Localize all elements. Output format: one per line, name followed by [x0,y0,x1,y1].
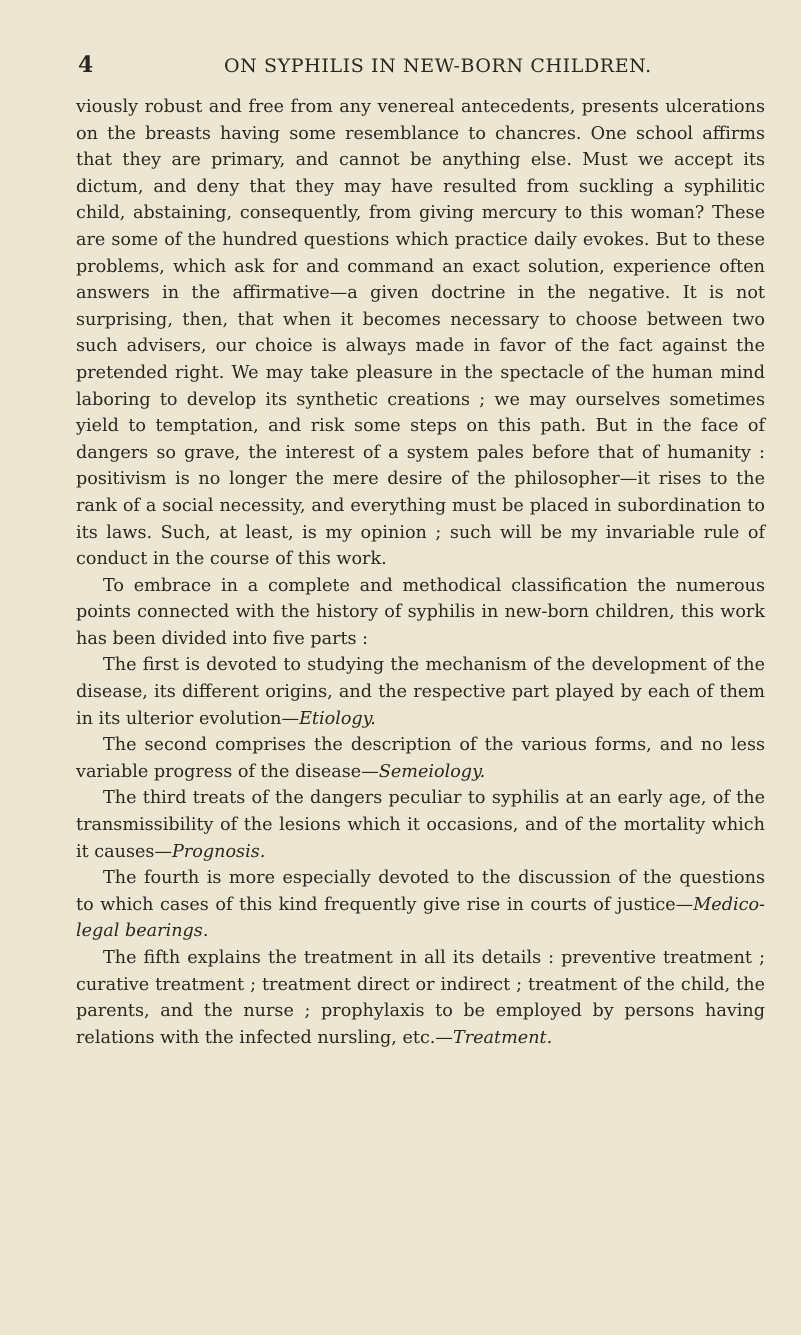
paragraph-part-four [76,865,765,945]
section-term: Treatment. [453,1027,553,1048]
section-term: Semeiology. [378,761,486,782]
paragraph-text: The second comprises the description of the various forms, and no less variable progress of the disease— [76,735,765,782]
paragraph-classification [76,573,765,653]
paragraph-part-one [76,652,765,732]
section-term: Prognosis. [172,841,266,862]
page-number: 4 [78,52,94,78]
paragraph-part-three [76,785,765,865]
paragraph-text: The third treats of the dangers peculiar to syphilis at an early age, of the transmissibility of the lesions which it occasions, and of the mortality which it causes— [76,788,765,862]
paragraph-part-five [76,945,765,1051]
body-text [76,94,765,1051]
section-term: Etiology. [299,708,376,729]
page-header [76,52,765,82]
paragraph-text: The fifth explains the treatment in all its details : preventive treatment ; curative treatment ; treatment direct or indirect ; treatment of the child, the parents, and the nurse ; prophylaxis to be employed by persons having relations with the infected nursling, etc.— [76,948,765,1048]
paragraph-text: The first is devoted to studying the mechanism of the development of the disease, its different origins, and the respective part played by each of them in its ulterior evolution— [76,655,765,729]
paragraph-text: To embrace in a complete and methodical classification the numerous points connected with the history of syphilis in new-born children, this work has been divided into five parts : [76,575,765,649]
paragraph-text: The fourth is more especially devoted to the discussion of the questions to which cases of this kind frequently give rise in courts of justice— [76,868,765,915]
paragraph-continuation [76,94,765,573]
running-head: ON SYPHILIS IN NEW-BORN CHILDREN. [224,55,652,77]
section-term: Medico-legal bearings. [76,894,765,942]
paragraph-part-two [76,732,765,785]
paragraph-text: viously robust and free from any venereal antecedents, presents ulcerations on the breasts having some resemblance to chancres. One school affirms that they are primary, and cannot be anything else. Must we accept its dictum, and deny that they may have resulted from suckling a syphilitic child, abstaining, consequently, from giving mercury to this woman? These are some of the hundred questions which practice daily evokes. But to these problems, which ask for and command an exact solution, experience often answers in the affirmative—a given doctrine in the negative. It is not surprising, then, that when it becomes necessary to choose between two such advisers, our choice is always made in favor of the fact against the pretended right. We may take pleasure in the spectacle of the human mind laboring to develop its synthetic creations ; we may ourselves sometimes yield to temptation, and risk some steps on this path. But in the face of dangers so grave, the interest of a system pales before that of humanity : positivism is no longer the mere desire of the philosopher—it rises to the rank of a social necessity, and everything must be placed in subordination to its laws. Such, at least, is my opinion ; such will be my invariable rule of conduct in the course of this work. [76,97,765,570]
